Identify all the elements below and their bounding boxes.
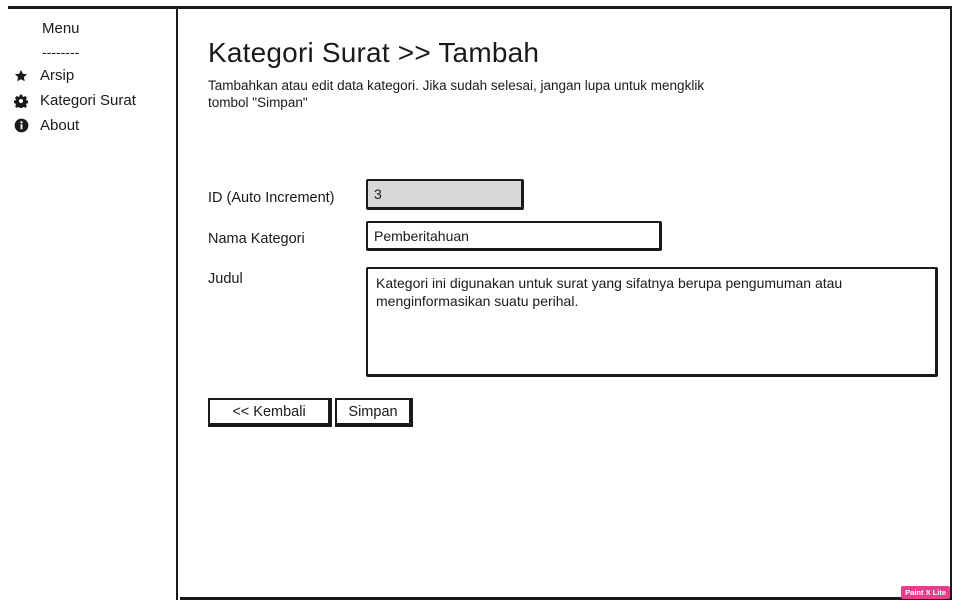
nama-kategori-field[interactable] [366, 221, 662, 251]
page-description: Tambahkan atau edit data kategori. Jika sudah selesai, jangan lupa untuk mengklik tombol "Simpan" [208, 78, 705, 110]
sidebar-item-arsip[interactable] [12, 63, 136, 88]
back-button[interactable]: << Kembali [208, 398, 332, 427]
id-label: ID (Auto Increment) [208, 190, 335, 206]
save-button[interactable]: Simpan [335, 398, 413, 427]
page-title: Kategori Surat >> Tambah [208, 37, 540, 68]
info-icon [12, 117, 30, 135]
sidebar [8, 6, 178, 600]
sidebar-item-kategori-surat[interactable] [12, 88, 136, 113]
menu-title: Menu [42, 20, 80, 37]
nama-kategori-label: Nama Kategori [208, 231, 305, 247]
sidebar-item-about[interactable] [12, 113, 136, 138]
sidebar-item-label: Kategori Surat [40, 92, 136, 109]
menu-divider: -------- [42, 44, 80, 60]
sidebar-item-label: About [40, 117, 80, 134]
gear-icon [12, 92, 30, 110]
id-field[interactable] [366, 179, 524, 210]
main-panel [180, 9, 952, 600]
sidebar-item-label: Arsip [40, 67, 75, 84]
star-icon [12, 67, 30, 85]
menu-list [12, 63, 136, 138]
judul-label: Judul [208, 271, 243, 287]
judul-textarea[interactable] [366, 267, 938, 377]
watermark-badge: Paint X Lite [901, 586, 950, 599]
